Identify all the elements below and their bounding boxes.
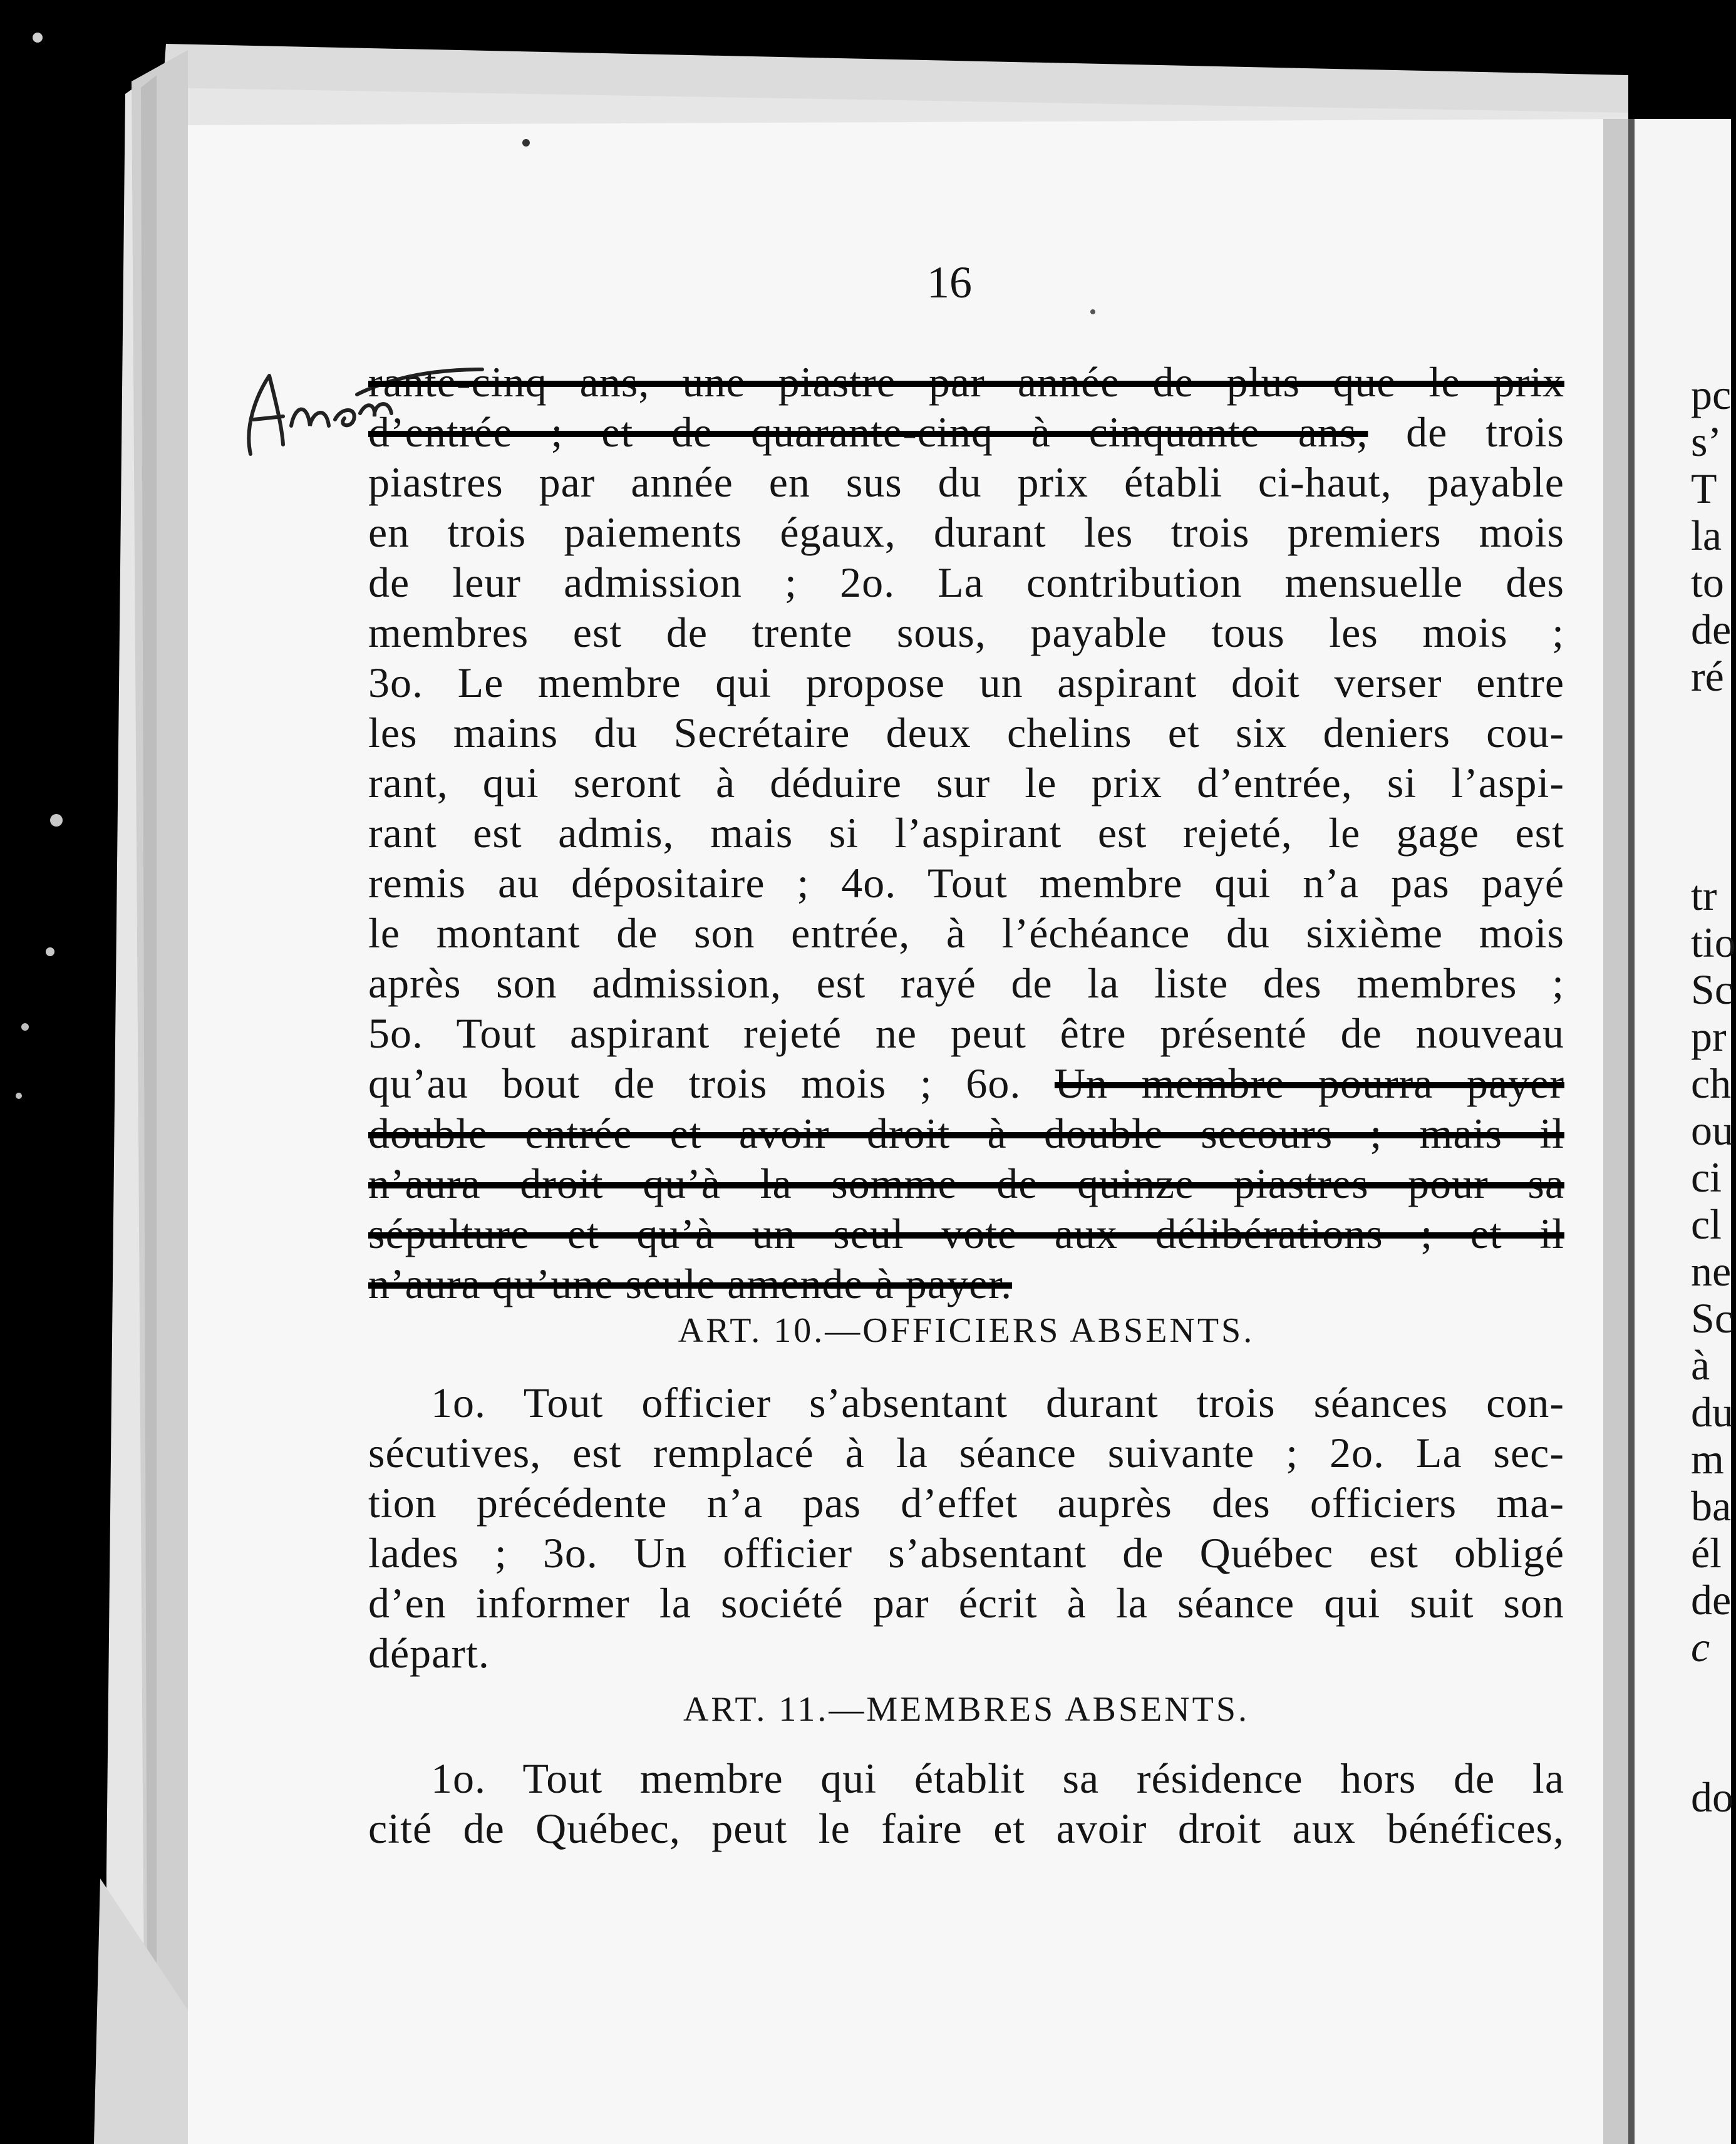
text-line: lades ; 3o. Un officier s’absentant de Québec est obligé bbox=[368, 1529, 1564, 1577]
fragment: s’ bbox=[1691, 418, 1722, 465]
article-10-heading: ART. 10.—OFFICIERS ABSENTS. bbox=[678, 1311, 1255, 1350]
text-line: sécutives, est remplacé à la séance suivante ; 2o. La sec- bbox=[368, 1429, 1564, 1477]
article-11-heading: ART. 11.—MEMBRES ABSENTS. bbox=[683, 1690, 1250, 1729]
text-line: les mains du Secrétaire deux chelins et six deniers cou- bbox=[368, 709, 1564, 756]
fragment: to bbox=[1691, 559, 1724, 606]
text-line bbox=[368, 1058, 1564, 1108]
text-run: de trois bbox=[1368, 408, 1564, 456]
fragment: T bbox=[1691, 465, 1717, 512]
text-line: en trois paiements égaux, durant les trois premiers mois bbox=[368, 508, 1564, 556]
text-line bbox=[368, 1259, 1564, 1309]
fragment: cl bbox=[1691, 1200, 1722, 1248]
fragment: ba bbox=[1691, 1482, 1732, 1530]
fragment: do bbox=[1691, 1773, 1733, 1821]
fragment: Sc bbox=[1691, 1294, 1733, 1342]
fragment: ci bbox=[1691, 1153, 1722, 1201]
struck-text: rante-cinq ans, une piastre par année de plus que le prix bbox=[368, 358, 1564, 406]
fragment: à bbox=[1691, 1341, 1710, 1389]
fragment: de bbox=[1691, 1576, 1732, 1624]
text-line: rant, qui seront à déduire sur le prix d’entrée, si l’aspi- bbox=[368, 759, 1564, 807]
text-line: d’en informer la société par écrit à la séance qui suit son bbox=[368, 1579, 1564, 1627]
text-line bbox=[368, 1209, 1564, 1259]
fragment: pc bbox=[1691, 371, 1732, 418]
text-line: 3o. Le membre qui propose un aspirant doit verser entre bbox=[368, 659, 1564, 706]
struck-text: double entrée et avoir droit à double secours ; mais il bbox=[368, 1110, 1564, 1157]
text-line: membres est de trente sous, payable tous les mois ; bbox=[368, 609, 1564, 656]
fragment: pr bbox=[1691, 1013, 1727, 1060]
text-line: 5o. Tout aspirant rejeté ne peut être présenté de nouveau bbox=[368, 1009, 1564, 1057]
struck-text: d’entrée ; et de quarante-cinq à cinquante ans, bbox=[368, 408, 1368, 456]
text-line: de leur admission ; 2o. La contribution mensuelle des bbox=[368, 559, 1564, 606]
text-line bbox=[368, 407, 1564, 457]
text-line: 1o. Tout officier s’absentant durant trois séances con- bbox=[431, 1379, 1564, 1426]
fragment: la bbox=[1691, 512, 1722, 559]
fragment: m bbox=[1691, 1435, 1724, 1483]
fragment: ch bbox=[1691, 1059, 1732, 1107]
fragment: du bbox=[1691, 1388, 1733, 1436]
fragment: Sc bbox=[1691, 966, 1733, 1013]
text-line: rant est admis, mais si l’aspirant est rejeté, le gage est bbox=[368, 809, 1564, 857]
text-line: cité de Québec, peut le faire et avoir droit aux bénéfices, bbox=[368, 1805, 1564, 1852]
struck-text: n’aura qu’une seule amende à payer. bbox=[368, 1260, 1013, 1307]
text-line: remis au dépositaire ; 4o. Tout membre qui n’a pas payé bbox=[368, 859, 1564, 907]
fragment: c bbox=[1691, 1623, 1710, 1671]
text-line: après son admission, est rayé de la liste des membres ; bbox=[368, 959, 1564, 1007]
text-line bbox=[368, 1158, 1564, 1209]
fragment: él bbox=[1691, 1529, 1722, 1577]
text-line bbox=[368, 357, 1564, 407]
fragment: ou bbox=[1691, 1106, 1733, 1154]
text-line: le montant de son entrée, à l’échéance du sixième mois bbox=[368, 909, 1564, 957]
struck-text: n’aura droit qu’à la somme de quinze piastres pour sa bbox=[368, 1160, 1564, 1207]
text-line: 1o. Tout membre qui établit sa résidence hors de la bbox=[431, 1755, 1564, 1802]
fragment: tr bbox=[1691, 872, 1717, 919]
text-run: qu’au bout de trois mois ; 6o. bbox=[368, 1059, 1055, 1107]
text-line: piastres par année en sus du prix établi ci-haut, payable bbox=[368, 458, 1564, 506]
fragment: tio bbox=[1691, 919, 1736, 966]
struck-text: sépulture et qu’à un seul vote aux délibérations ; et il bbox=[368, 1210, 1564, 1257]
page-number: 16 bbox=[927, 257, 972, 307]
text-line bbox=[368, 1108, 1564, 1158]
fragment: ne bbox=[1691, 1247, 1732, 1295]
struck-text: Un membre pourra payer bbox=[1054, 1059, 1564, 1107]
fragment: ré bbox=[1691, 652, 1724, 700]
text-line: départ. bbox=[368, 1629, 490, 1677]
text-line: tion précédente n’a pas d’effet auprès des officiers ma- bbox=[368, 1479, 1564, 1527]
fragment: de bbox=[1691, 606, 1732, 653]
